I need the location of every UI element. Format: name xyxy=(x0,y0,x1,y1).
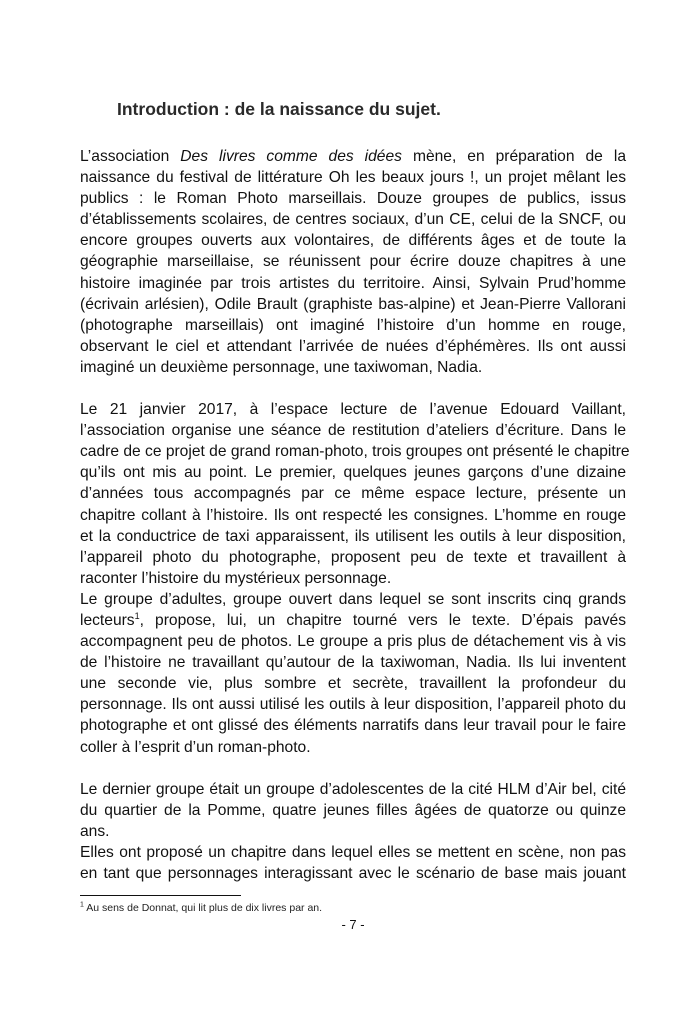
text-line: l’association organise une séance de restitution d’ateliers d’écriture. Dans le xyxy=(80,422,626,440)
paragraph xyxy=(80,779,626,842)
text-line: (photographe marseillais) ont imaginé l’histoire d’un homme en rouge, xyxy=(80,316,626,334)
text-line: qu’ils ont mis au point. Le premier, quelques jeunes garçons d’une dizaine xyxy=(80,464,626,482)
text-line: Le dernier groupe était un groupe d’adolescentes de la cité HLM d’Air bel, cité xyxy=(80,780,626,798)
paragraph xyxy=(80,146,626,378)
text-line: publics : le Roman Photo marseillais. Douze groupes de publics, issus xyxy=(80,190,626,208)
text-line: géographie marseillaise, se réunissent pour écrire douze chapitres à une xyxy=(80,253,626,271)
section-heading: Introduction : de la naissance du sujet. xyxy=(117,99,441,119)
text-line: observant le ciel et attendant l’arrivée de nuées d’éphémères. Ils ont aussi xyxy=(80,337,626,355)
paragraph xyxy=(80,399,630,589)
footnote-text: Au sens de Donnat, qui lit plus de dix livres par an. xyxy=(83,902,323,914)
text-line: d’années tous accompagnés par ce même espace lecture, présente un xyxy=(80,485,626,503)
text-line xyxy=(80,610,626,631)
text-line: et la conductrice de taxi apparaissent, ils utilisent les outils à leur disposition, xyxy=(80,527,626,545)
text-line: (écrivain arlésien), Odile Brault (graphiste bas-alpine) et Jean-Pierre Vallorani xyxy=(80,295,626,313)
text-line: encore groupes ouverts aux volontaires, de différents âges et de toute la xyxy=(80,232,626,250)
text-line: photographe et ont glissé des éléments narratifs dans leur travail pour le faire xyxy=(80,717,626,735)
text-line: accompagnent peu de photos. Le groupe a pris plus de détachement vis à vis xyxy=(80,633,626,651)
text-line: du quartier de la Pomme, quatre jeunes filles âgées de quatorze ou quinze xyxy=(80,801,626,819)
paragraph xyxy=(80,842,626,884)
footnote-reference: 1 xyxy=(134,610,140,621)
text-line: une seconde vie, plus sombre et secrète, travaillent la profondeur du xyxy=(80,675,626,693)
footnote xyxy=(80,902,322,914)
text-line: en tant que personnages interagissant avec le scénario de base mais jouant xyxy=(80,865,626,882)
text-line xyxy=(80,146,626,167)
footnote-separator xyxy=(80,895,241,896)
text-line: Elles ont proposé un chapitre dans lequel elles se mettent en scène, non pas xyxy=(80,843,626,861)
text-line: coller à l’esprit d’un roman-photo. xyxy=(80,738,311,756)
italic-title: Des livres comme des idées xyxy=(180,148,402,165)
text-line: Le groupe d’adultes, groupe ouvert dans lequel se sont inscrits cinq grands xyxy=(80,590,626,608)
text-line: de l’histoire ne travaillant qu’autour de la taxiwoman, Nadia. Ils lui inventent xyxy=(80,654,626,672)
text-line: cadre de ce projet de grand roman-photo, trois groupes ont présenté le chapitre xyxy=(80,443,630,461)
footnote-mark: 1 xyxy=(80,901,84,909)
text-line: chapitre collant à l’histoire. Ils ont respecté les consignes. L’homme en rouge xyxy=(80,506,626,524)
page-number: - 7 - xyxy=(341,917,365,932)
text-segment: L’association xyxy=(80,148,181,165)
text-segment: mène, en préparation de la xyxy=(401,148,626,165)
text-line: l’appareil photo du photographe, proposent peu de texte et travaillent à xyxy=(80,548,626,566)
text-line: imaginé un deuxième personnage, une taxiwoman, Nadia. xyxy=(80,358,483,376)
body-text xyxy=(80,146,630,884)
text-line: histoire imaginée par trois artistes du territoire. Ainsi, Sylvain Prud’homme xyxy=(80,274,626,292)
text-line: ans. xyxy=(80,822,110,840)
text-line: naissance du festival de littérature Oh les beaux jours !, un projet mêlant les xyxy=(80,169,626,187)
paragraph xyxy=(80,589,626,758)
text-line: raconter l’histoire du mystérieux personnage. xyxy=(80,569,392,587)
text-segment: lecteurs xyxy=(80,611,135,629)
text-line: Le 21 janvier 2017, à l’espace lecture de l’avenue Edouard Vaillant, xyxy=(80,401,626,419)
text-line: personnage. Ils ont aussi utilisé les outils à leur disposition, l’appareil photo du xyxy=(80,696,626,714)
text-line: d’établissements scolaires, de centres sociaux, d’un CE, celui de la SNCF, ou xyxy=(80,211,626,229)
text-segment: , propose, lui, un chapitre tourné vers le texte. D’épais pavés xyxy=(139,611,626,629)
